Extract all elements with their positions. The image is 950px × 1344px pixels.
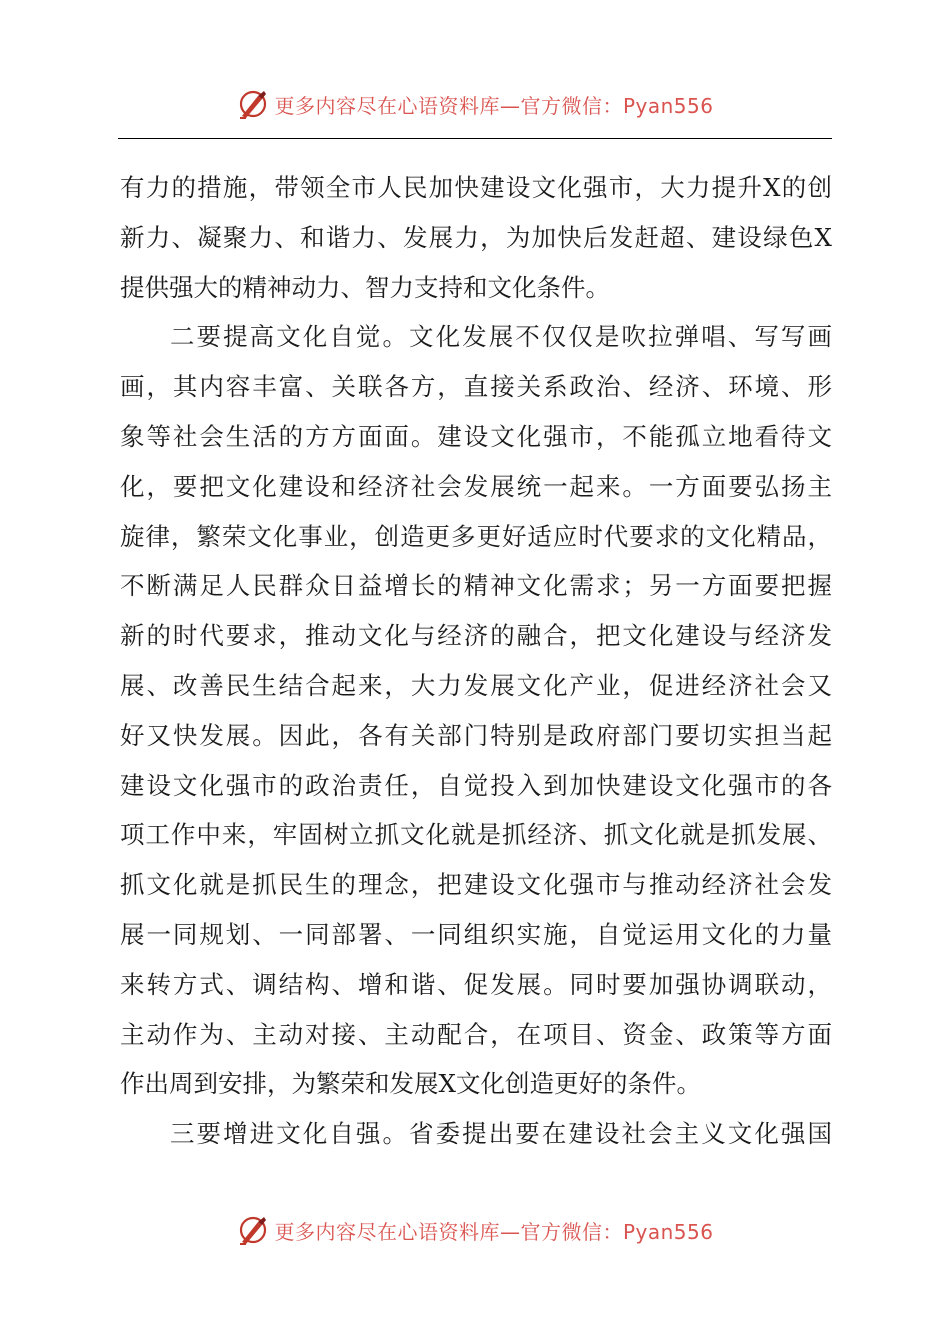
document-body xyxy=(120,163,832,1159)
text-line: 提供强大的精神动力、智力支持和文化条件。 xyxy=(120,272,610,302)
text-line: 建设文化强市的政治责任，自觉投入到加快建设文化强市的各 xyxy=(120,770,832,800)
text-line: 二要提高文化自觉。文化发展不仅仅是吹拉弹唱、写写画 xyxy=(170,322,832,352)
text-line: 有力的措施，带领全市人民加快建设文化强市，大力提升X的创 xyxy=(120,173,832,202)
text-line: 来转方式、调结构、增和谐、促发展。同时要加强协调联动， xyxy=(120,969,832,999)
footer-banner xyxy=(0,1210,950,1250)
text-line: 作出周到安排，为繁荣和发展X文化创造更好的条件。 xyxy=(120,1069,701,1099)
text-line: 新力、凝聚力、和谐力、发展力，为加快后发赶超、建设绿色X xyxy=(120,222,832,252)
text-line: 抓文化就是抓民生的理念，把建设文化强市与推动经济社会发 xyxy=(120,870,832,900)
pen-logo-icon xyxy=(236,87,270,121)
text-line: 三要增进文化自强。省委提出要在建设社会主义文化强国 xyxy=(170,1119,832,1149)
text-line: 画，其内容丰富、关联各方，直接关系政治、经济、环境、形 xyxy=(120,372,832,402)
footer-banner-text: 更多内容尽在心语资料库—官方微信：Pyan556 xyxy=(274,1219,714,1244)
text-line: 象等社会生活的方方面面。建设文化强市，不能孤立地看待文 xyxy=(120,421,832,451)
text-line: 展、改善民生结合起来，大力发展文化产业，促进经济社会又 xyxy=(120,670,832,700)
header-divider xyxy=(118,138,832,139)
pen-logo-icon xyxy=(236,1213,270,1247)
header-banner xyxy=(0,84,950,124)
text-line: 项工作中来，牢固树立抓文化就是抓经济、抓文化就是抓发展、 xyxy=(120,820,832,850)
text-line: 主动作为、主动对接、主动配合，在项目、资金、政策等方面 xyxy=(120,1019,832,1049)
text-line: 好又快发展。因此，各有关部门特别是政府部门要切实担当起 xyxy=(120,720,832,750)
text-line: 新的时代要求，推动文化与经济的融合，把文化建设与经济发 xyxy=(120,621,832,651)
text-line: 化，要把文化建设和经济社会发展统一起来。一方面要弘扬主 xyxy=(120,471,832,501)
header-banner-text: 更多内容尽在心语资料库—官方微信：Pyan556 xyxy=(274,93,714,118)
text-line: 旋律，繁荣文化事业，创造更多更好适应时代要求的文化精品， xyxy=(120,521,832,551)
text-line: 展一同规划、一同部署、一同组织实施，自觉运用文化的力量 xyxy=(120,919,832,949)
text-line: 不断满足人民群众日益增长的精神文化需求；另一方面要把握 xyxy=(120,571,832,601)
